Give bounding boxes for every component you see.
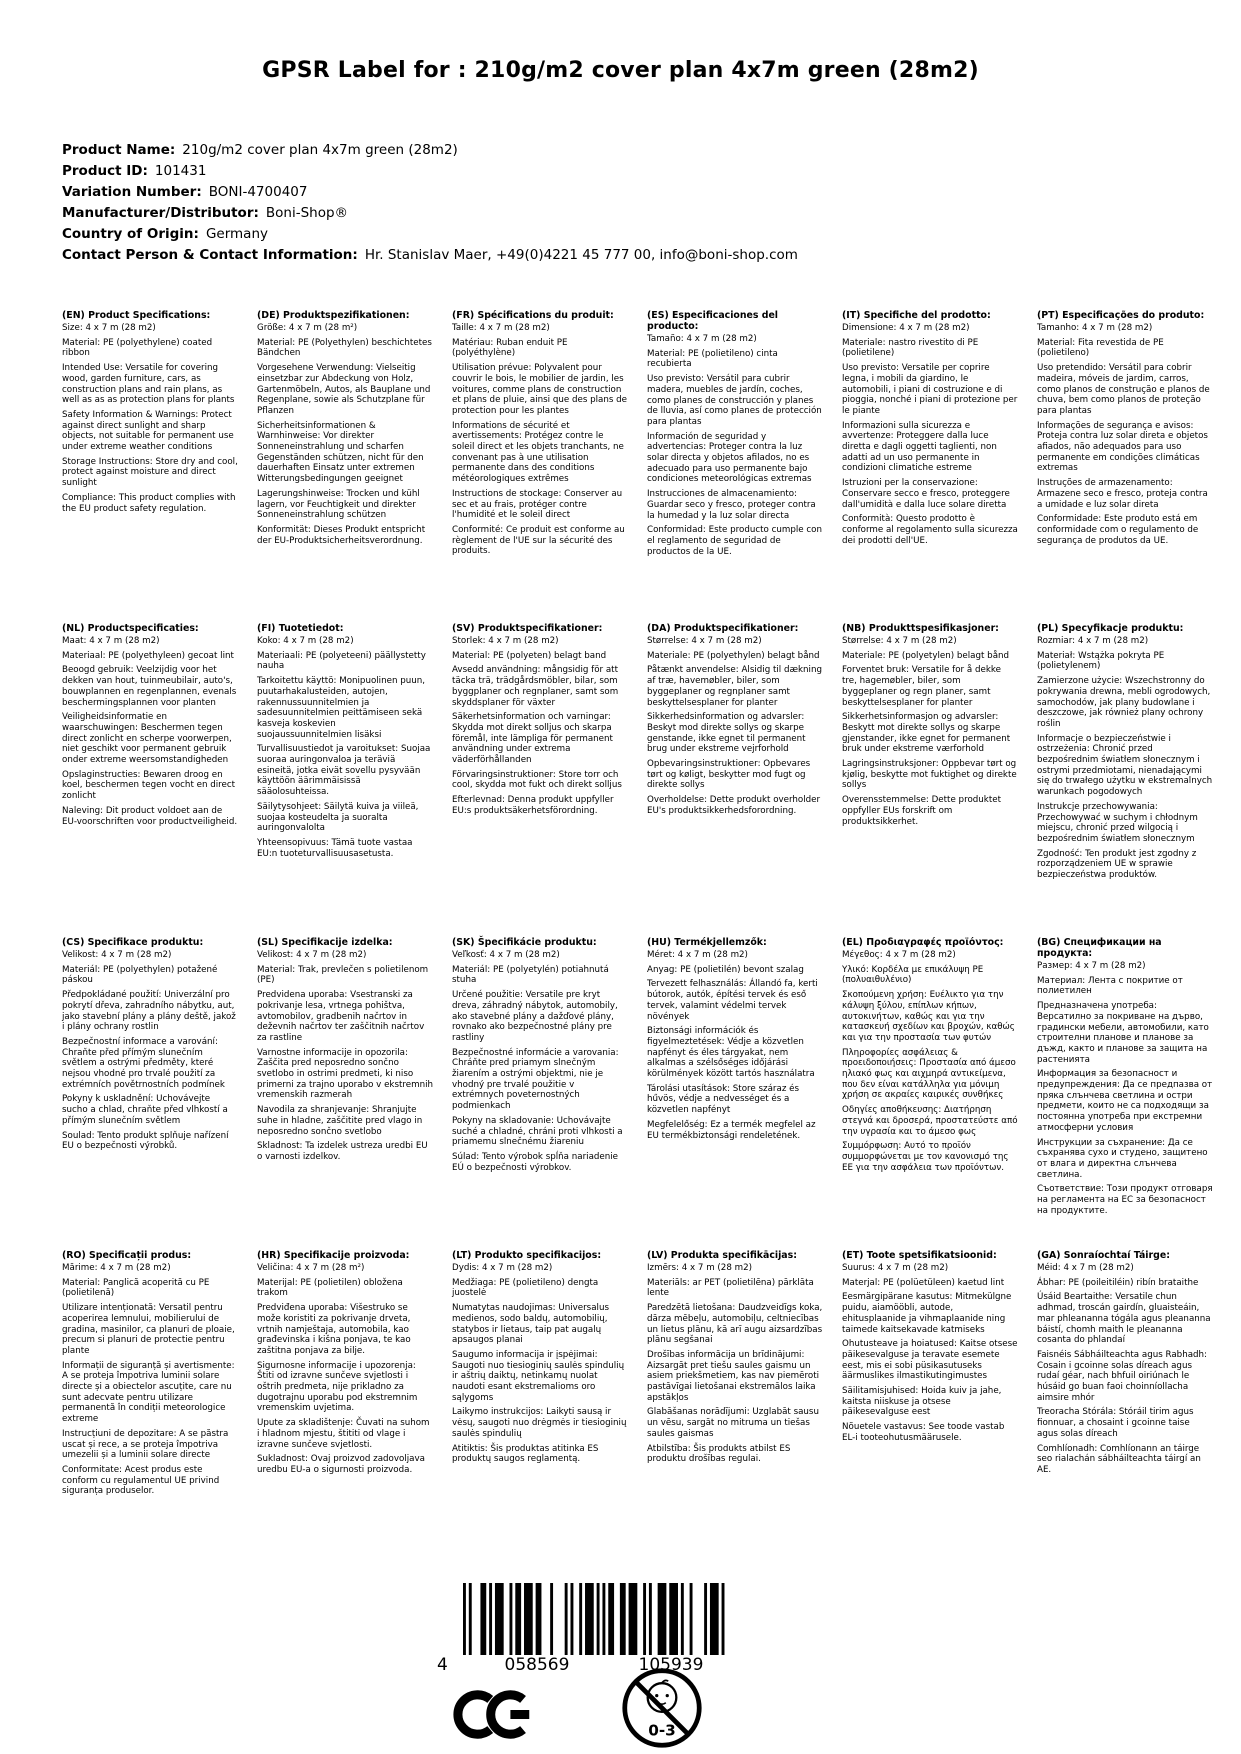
age-warning-0-3-icon	[620, 1666, 704, 1750]
spec-paragraph: Materiaal: PE (polyethyleen) gecoat lint	[62, 650, 234, 661]
barcode-digit-group-mid: 058569	[504, 1655, 570, 1675]
spec-paragraph: Størrelse: 4 x 7 m (28 m2)	[647, 636, 762, 646]
spec-paragraph: Sikkerhetsinformasjon og advarsler: Beskytt mot direkte sollys og skarpe gjenstander, ikke egnet for permanent bruk under ekstreme værforhold	[842, 712, 1011, 755]
product-info-value: 210g/m2 cover plan 4x7m green (28m2)	[182, 142, 458, 158]
spec-paragraph: Размер: 4 x 7 m (28 m2)	[1037, 961, 1146, 971]
product-info-label: Product Name:	[62, 142, 176, 158]
spec-paragraph: Istruzioni per la conservazione: Conservare secco e fresco, proteggere dall'umidità e dalla luce solare diretta	[842, 478, 1010, 510]
spec-paragraph: Atbilstība: Šis produkts atbilst ES produktu drošības regulai.	[647, 1443, 791, 1465]
spec-paragraph: Instructions de stockage: Conserver au sec et au frais, protéger contre l'humidité et le soleil direct	[452, 488, 623, 521]
language-block-header: (GA) Sonraíochtaí Táirge:	[1037, 1250, 1170, 1261]
spec-paragraph: Izmērs: 4 x 7 m (28 m2)	[647, 1263, 753, 1273]
spec-paragraph: Matériau: Ruban enduit PE (polyéthylène)	[452, 337, 568, 359]
spec-paragraph: Rozmiar: 4 x 7 m (28 m2)	[1037, 636, 1149, 646]
spec-paragraph: Συμμόρφωση: Αυτό το προϊόν συμμορφώνεται με τον κανονισμό της ΕΕ για την ασφάλεια των προϊόντων.	[842, 1141, 1009, 1173]
language-block-header: (SK) Špecifikácie produktu:	[452, 937, 597, 948]
spec-paragraph: Dydis: 4 x 7 m (28 m2)	[452, 1263, 553, 1273]
spec-paragraph: Informations de sécurité et avertissements: Protégez contre le soleil direct et les objets tranchants, ne convenant pas à une utilisation permanente dans des conditions météorologiques extrêmes	[452, 420, 624, 485]
language-block-pl	[1037, 623, 1213, 885]
product-info	[62, 140, 798, 266]
spec-paragraph: Velikost: 4 x 7 m (28 m2)	[62, 950, 172, 960]
spec-paragraph: Upute za skladištenje: Čuvati na suhom i hladnom mjestu, štititi od vlage i izravne sunčeve svjetlosti.	[257, 1418, 430, 1450]
spec-paragraph: Materiale: nastro rivestito di PE (polietilene)	[842, 337, 979, 359]
product-info-label: Contact Person & Contact Information:	[62, 247, 358, 263]
product-info-line	[62, 140, 798, 161]
spec-paragraph: Nõuetele vastavus: See toode vastab EL-i tooteohutusmäärusele.	[842, 1422, 1005, 1443]
spec-paragraph: Taille: 4 x 7 m (28 m2)	[452, 323, 550, 333]
spec-paragraph: Předpokládané použití: Univerzální pro pokrytí dřeva, zahradního nábytku, aut, jako stavební plány a plány deště, jakož i plány ochrany rostlin	[62, 990, 236, 1033]
spec-paragraph: Materjal: PE (polüetüleen) kaetud lint	[842, 1277, 1005, 1288]
language-block-header: (HU) Termékjellemzők:	[647, 937, 767, 948]
language-block-header: (SL) Specifikacije izdelka:	[257, 937, 393, 948]
spec-paragraph: Οδηγίες αποθήκευσης: Διατήρηση στεγνά και δροσερά, προστατεύστε από την υγρασία και το άμεσο φως	[842, 1105, 1018, 1137]
language-block-ga	[1037, 1250, 1213, 1480]
language-block-sl	[257, 937, 433, 1167]
spec-paragraph: Mărime: 4 x 7 m (28 m2)	[62, 1263, 171, 1273]
language-block-header: (PL) Specyfikacje produktu:	[1037, 623, 1184, 634]
spec-paragraph: Materiál: PE (polyethylen) potažené páskou	[62, 964, 218, 986]
spec-paragraph: Størrelse: 4 x 7 m (28 m2)	[842, 636, 957, 646]
spec-paragraph: Storage Instructions: Store dry and cool, protect against moisture and direct sunlight	[62, 456, 238, 489]
spec-paragraph: Glabāšanas norādījumi: Uzglabāt sausu un vēsu, sargāt no mitruma un tiešas saules gaismas	[647, 1407, 819, 1439]
spec-paragraph: Pokyny na skladovanie: Uchovávajte suché a chladné, chráni proti vlhkosti a priamemu slnečnému žiareniu	[452, 1115, 623, 1148]
spec-paragraph: Информация за безопасност и предупреждения: Да се предпазва от пряка слънчева светлина и остри предмети, които не са подходящи за постоянна употреба при екстремни атмосферни условия	[1037, 1069, 1213, 1133]
spec-paragraph: Instrucțiuni de depozitare: A se păstra uscat și rece, a se proteja împotriva umezelii și a luminii solare directe	[62, 1428, 229, 1461]
spec-paragraph: Efterlevnad: Denna produkt uppfyller EU:s produktsäkerhetsförordning.	[452, 795, 614, 816]
language-block-lt	[452, 1250, 628, 1469]
spec-paragraph: Förvaringsinstruktioner: Store torr och cool, skydda mot fukt och direkt solljus	[452, 769, 622, 791]
spec-paragraph: Uso previsto: Versátil para cubrir madera, muebles de jardín, coches, como planes de construcción y planes de lluvia, así como planes de protección para plantas	[647, 374, 822, 427]
product-info-value: Hr. Stanislav Maer, +49(0)4221 45 777 00, info@boni-shop.com	[364, 247, 798, 263]
spec-paragraph: Overensstemmelse: Dette produktet oppfyller EUs forskrift om produktsikkerhet.	[842, 795, 1001, 827]
spec-paragraph: Σκοπούμενη χρήση: Ευέλικτο για την κάλυψη ξύλου, επίπλων κήπων, αυτοκινήτων, καθώς και για την κατασκευή σχεδίων και βροχών, καθώς και για την προστασία των φυτών	[842, 990, 1015, 1043]
language-block-nb	[842, 623, 1018, 831]
spec-paragraph: Sikkerhedsinformation og advarsler: Beskyt mod direkte sollys og skarpe genstande, ikke egnet til permanent brug under ekstreme vejrforhold	[647, 712, 806, 755]
spec-paragraph: Instrukcje przechowywania: Przechowywać w suchym i chłodnym miejscu, chronić przed wilgocią i bezpośrednim światłem słonecznym	[1037, 801, 1198, 844]
spec-paragraph: Navodila za shranjevanje: Shranjujte suhe in hladne, zaščitite pred vlago in neposredno sončno svetlobo	[257, 1105, 423, 1137]
spec-paragraph: Opslaginstructies: Bewaren droog en koel, beschermen tegen vocht en direct zonlicht	[62, 769, 236, 802]
spec-paragraph: Intended Use: Versatile for covering wood, garden furniture, cars, as construction plans and rain plans, as well as as as protection plans for plants	[62, 363, 235, 406]
spec-paragraph: Uso previsto: Versatile per coprire legna, i mobili da giardino, le automobili, i piani di costruzione e di pioggia, nonché i piani di protezione per le piante	[842, 363, 1018, 416]
spec-paragraph: Veiligheidsinformatie en waarschuwingen: Beschermen tegen direct zonlicht en scherpe voorwerpen, niet geschikt voor permanent gebruik onder extreme weersomstandigheden	[62, 712, 232, 766]
spec-paragraph: Material: PE (polietileno) cinta recubierta	[647, 348, 778, 370]
spec-paragraph: Conformité: Ce produit est conforme au règlement de l'UE sur la sécurité des produits.	[452, 524, 625, 557]
spec-paragraph: Säilytysohjeet: Säilytä kuiva ja viileä, suojaa kosteudelta ja suoralta auringonvalolta	[257, 801, 419, 834]
language-block-it	[842, 310, 1018, 550]
language-block-header: (NL) Productspecificaties:	[62, 623, 199, 634]
spec-paragraph: Medžiaga: PE (polietileno) dengta juostelė	[452, 1277, 599, 1299]
language-block-header: (DE) Produktspezifikationen:	[257, 310, 410, 321]
spec-paragraph: Saugumo informacija ir įspėjimai: Saugoti nuo tiesioginių saulės spindulių ir aštrių daiktų, netinkamų nuolat naudoti esant ekstremalioms oro sąlygoms	[452, 1349, 625, 1403]
spec-paragraph: Yhteensopivuus: Tämä tuote vastaa EU:n tuoteturvallisuusasetusta.	[257, 837, 413, 859]
language-block-da	[647, 623, 823, 821]
spec-paragraph: Informacje o bezpieczeństwie i ostrzeżenia: Chronić przed bezpośrednim światłem słonecznym i ostrymi przedmiotami, nienadającymi się do trwałego użytku w ekstremalnych warunkach pogodowych	[1037, 733, 1213, 798]
spec-paragraph: Opbevaringsinstruktioner: Opbevares tørt og køligt, beskytter mod fugt og direkte sollys	[647, 759, 811, 791]
spec-paragraph: Съответствие: Този продукт отговаря на регламента на ЕС за безопасност на продуктите.	[1037, 1184, 1213, 1216]
spec-paragraph: Úsáid Beartaithe: Versatile chun adhmad, troscán gairdín, gluaisteáin, mar phleananna tógála agus pleananna báistí, chomh maith le pleananna cosanta do phlandaí	[1037, 1292, 1211, 1346]
spec-paragraph: Suurus: 4 x 7 m (28 m2)	[842, 1263, 949, 1273]
language-block-el	[842, 937, 1018, 1177]
language-block-sk	[452, 937, 628, 1177]
language-block-header: (CS) Specifikace produktu:	[62, 937, 204, 948]
spec-paragraph: Predvidena uporaba: Vsestranski za pokrivanje lesa, vrtnega pohištva, avtomobilov, gradbenih načrtov in deževnih načrtov ter zaščitnih načrtov za rastline	[257, 990, 425, 1043]
product-info-value: Germany	[205, 226, 268, 242]
barcode-digit-group-right: 105939	[638, 1655, 704, 1675]
spec-paragraph: Atitiktis: Šis produktas atitinka ES produktų saugos reglamentą.	[452, 1443, 599, 1465]
spec-paragraph: Πληροφορίες ασφάλειας & προειδοποιήσεις: Προστασία από άμεσο ηλιακό φως και αιχμηρά αντικείμενα, που δεν είναι κατάλληλα για μόνιμη χρήση σε ακραίες καιρικές συνθήκες	[842, 1047, 1016, 1101]
spec-paragraph: Lagringsinstruksjoner: Oppbevar tørt og kjølig, beskytte mot fuktighet og direkte sollys	[842, 759, 1017, 791]
language-block-header: (NB) Produkttspesifikasjoner:	[842, 623, 999, 634]
language-block-fi	[257, 623, 433, 863]
spec-paragraph: Ohutusteave ja hoiatused: Kaitse otsese päikesevalguse ja teravate esemete eest, mis ei sobi püsikasutuseks äärmuslikes ilmastikutingimustes	[842, 1339, 1018, 1382]
spec-paragraph: Dimensione: 4 x 7 m (28 m2)	[842, 323, 970, 333]
spec-paragraph: Treoracha Stórála: Stóráil tirim agus fionnuar, a chosaint i gcoinne taise agus solas díreach	[1037, 1407, 1194, 1439]
language-block-hu	[647, 937, 823, 1145]
language-block-header: (ES) Especificaciones del producto:	[647, 310, 779, 332]
spec-paragraph: Material: Panglică acoperită cu PE (polietilenă)	[62, 1277, 210, 1299]
language-block-header: (EN) Product Specifications:	[62, 310, 211, 321]
product-info-label: Variation Number:	[62, 184, 202, 200]
language-block-fr	[452, 310, 628, 561]
spec-paragraph: Säilitamisjuhised: Hoida kuiv ja jahe, kaitsta niiskuse ja otsese päikesevalguse eest	[842, 1386, 1002, 1418]
spec-paragraph: Comhlíonadh: Comhlíonann an táirge seo rialachán sábháilteachta táirgí an AE.	[1037, 1443, 1201, 1475]
language-block-nl	[62, 623, 238, 831]
spec-paragraph: Material: PE (polyethylene) coated ribbon	[62, 337, 213, 359]
spec-paragraph: Overholdelse: Dette produkt overholder EU's produktsikkerhedsforordning.	[647, 795, 821, 816]
product-info-line	[62, 245, 798, 266]
spec-paragraph: Conformidade: Este produto está em conformidade com o regulamento de segurança de produtos da UE.	[1037, 514, 1199, 546]
spec-paragraph: Tervezett felhasználás: Állandó fa, kerti bútorok, autók, építési tervek és eső tervek, valamint védelmi tervek növények	[647, 979, 818, 1022]
spec-paragraph: Zamierzone użycie: Wszechstronny do pokrywania drewna, mebli ogrodowych, samochodów, jak plany budowlane i deszczowe, jak również plany ochrony roślin	[1037, 676, 1211, 729]
spec-paragraph: Tárolási utasítások: Store száraz és hűvös, védje a nedvességet és a közvetlen napfényt	[647, 1083, 800, 1116]
spec-paragraph: Informazioni sulla sicurezza e avvertenze: Proteggere dalla luce diretta e dagli oggetti taglienti, non adatti ad un uso permanente in condizioni climatiche estreme	[842, 420, 997, 474]
spec-paragraph: Säkerhetsinformation och varningar: Skydda mot direkt solljus och skarpa föremål, inte lämpliga för permanent användning under extrema väderförhållanden	[452, 712, 613, 766]
language-block-pt	[1037, 310, 1213, 550]
spec-paragraph: Varnostne informacije in opozorila: Zaščita pred neposredno sončno svetlobo in ostrimi predmeti, ki niso primerni za trajno uporabo v ekstremnih vremenskih razmerah	[257, 1047, 433, 1101]
spec-paragraph: Tamaño: 4 x 7 m (28 m2)	[647, 334, 757, 344]
spec-paragraph: Material: PE (polyeten) belagt band	[452, 650, 607, 661]
language-block-header: (HR) Specifikacije proizvoda:	[257, 1250, 410, 1261]
language-block-en	[62, 310, 238, 518]
language-block-header: (IT) Specifiche del prodotto:	[842, 310, 991, 321]
language-block-header: (BG) Спецификации на продукта:	[1037, 937, 1162, 959]
spec-paragraph: Zgodność: Ten produkt jest zgodny z rozporządzeniem UE w sprawie bezpieczeństwa produktów.	[1037, 848, 1197, 881]
spec-paragraph: Sigurnosne informacije i upozorenja: Štiti od izravne sunčeve svjetlosti i oštrih predmeta, nije prikladno za dugotrajnu uporabu pod ekstremnim vremenskim uvjetima.	[257, 1360, 418, 1414]
product-info-value: BONI-4700407	[208, 184, 308, 200]
spec-paragraph: Soulad: Tento produkt splňuje nařízení EU o bezpečnosti výrobků.	[62, 1130, 229, 1152]
language-block-es	[647, 310, 823, 561]
spec-paragraph: Материал: Лента с покритие от полиетилен	[1037, 975, 1183, 997]
product-info-label: Manufacturer/Distributor:	[62, 205, 259, 221]
language-block-header: (ET) Toote spetsifikatsioonid:	[842, 1250, 997, 1261]
language-block-header: (LV) Produkta specifikācijas:	[647, 1250, 797, 1261]
spec-paragraph: Megfelelőség: Ez a termék megfelel az EU termékbiztonsági rendeletének.	[647, 1119, 816, 1141]
spec-paragraph: Biztonsági információk és figyelmeztetések: Védje a közvetlen napfényt és éles tárgyakat, nem alkalmas a szélsőséges időjárási körülmények között tartós használatra	[647, 1026, 815, 1080]
product-info-value: Boni-Shop®	[265, 205, 349, 221]
spec-paragraph: Compliance: This product complies with the EU product safety regulation.	[62, 492, 236, 514]
spec-paragraph: Pokyny k uskladnění: Uchovávejte sucho a chlad, chraňte před vlhkostí a přímým slunečním světlem	[62, 1094, 228, 1126]
spec-paragraph: Μέγεθος: 4 x 7 m (28 m2)	[842, 950, 956, 960]
spec-paragraph: Material: Fita revestida de PE (polietileno)	[1037, 337, 1164, 359]
language-block-et	[842, 1250, 1018, 1448]
spec-paragraph: Anyag: PE (polietilén) bevont szalag	[647, 964, 804, 975]
barcode-bars-icon	[463, 1583, 739, 1655]
spec-paragraph: Größe: 4 x 7 m (28 m²)	[257, 323, 358, 333]
spec-paragraph: Forventet bruk: Versatile for å dekke tre, hagemøbler, biler, som byggeplaner og regn planer, samt beskyttelsesplaner for planter	[842, 665, 1001, 708]
language-block-header: (SV) Produktspecifikationer:	[452, 623, 603, 634]
spec-paragraph: Materiál: PE (polyetylén) potiahnutá stuha	[452, 964, 609, 986]
product-info-line	[62, 203, 798, 224]
spec-paragraph: Informații de siguranță și avertismente: A se proteja împotriva luminii solare directe și a obiectelor ascuțite, care nu sunt adecvate pentru utilizare permanentă în condiții meteorologice extreme	[62, 1360, 235, 1425]
language-block-header: (PT) Especificações do produto:	[1037, 310, 1205, 321]
spec-paragraph: Méret: 4 x 7 m (28 m2)	[647, 950, 748, 960]
spec-paragraph: Velikost: 4 x 7 m (28 m2)	[257, 950, 367, 960]
spec-paragraph: Konformität: Dieses Produkt entspricht der EU-Produktsicherheitsverordnung.	[257, 524, 426, 546]
ce-mark-icon	[453, 1688, 535, 1741]
language-block-header: (EL) Προδιαγραφές προϊόντος:	[842, 937, 1004, 948]
language-block-bg	[1037, 937, 1213, 1220]
spec-paragraph: Utilizare intenționată: Versatil pentru acoperirea lemnului, mobilierului de gradina, masinilor, ca planuri de ploaie, precum si planuri de protectie pentru plante	[62, 1303, 235, 1356]
spec-paragraph: Υλικό: Κορδέλα με επικάλυψη PE (πολυαιθυλένιο)	[842, 964, 984, 986]
spec-paragraph: Lagerungshinweise: Trocken und kühl lagern, vor Feuchtigkeit und direkter Sonneneinstrahlung schützen	[257, 488, 420, 521]
product-info-label: Country of Origin:	[62, 226, 199, 242]
spec-paragraph: Súlad: Tento výrobok spĺňa nariadenie EÚ o bezpečnosti výrobkov.	[452, 1151, 619, 1173]
spec-paragraph: Sukladnost: Ovaj proizvod zadovoljava uredbu EU-a o sigurnosti proizvoda.	[257, 1454, 425, 1475]
spec-paragraph: Material: Trak, prevlečen s polietilenom (PE)	[257, 964, 429, 986]
age-warning-text: 0-3	[648, 1721, 676, 1740]
spec-paragraph: Predviđena uporaba: Višestruko se može koristiti za pokrivanje drveta, vrtnih namještaja, automobila, kao građevinska i kišna ponjava, te kao zaštitna ponjava za bilje.	[257, 1303, 411, 1356]
spec-paragraph: Instruções de armazenamento: Armazene seco e fresco, proteja contra a umidade e luz solar direta	[1037, 478, 1208, 510]
language-block-header: (LT) Produkto specifikacijos:	[452, 1250, 602, 1261]
spec-paragraph: Tarkoitettu käyttö: Monipuolinen puun, puutarhakalusteiden, autojen, rakennussuunnitelmien ja sadesuunnitelmien peittämiseen sekä kasveja koskevien suojaussuunnitelmien lisäksi	[257, 676, 426, 740]
spec-paragraph: Materijal: PE (polietilen) obložena trakom	[257, 1277, 403, 1299]
spec-paragraph: Información de seguridad y advertencias: Proteger contra la luz solar directa y objetos afilados, no es adecuado para uso permanente bajo condiciones meteorológicas extremas	[647, 431, 812, 485]
spec-paragraph: Veličina: 4 x 7 m (28 m²)	[257, 1263, 365, 1273]
spec-paragraph: Paredzētā lietošana: Daudzveidīgs koka, dārza mēbeļu, automobiļu, celtniecības un lietus plānu, kā arī augu aizsardzības plānu segšanai	[647, 1303, 823, 1346]
spec-paragraph: Naleving: Dit product voldoet aan de EU-voorschriften voor productveiligheid.	[62, 805, 238, 827]
spec-paragraph: Maat: 4 x 7 m (28 m2)	[62, 636, 160, 646]
spec-paragraph: Turvallisuustiedot ja varoitukset: Suojaa suoraa auringonvaloa ja teräviä esineitä, jotka eivät sovellu pysyvään käyttöön äärimmäisissä sääolosuhteissa.	[257, 744, 431, 798]
spec-paragraph: Beoogd gebruik: Veelzijdig voor het dekken van hout, tuinmeubilair, auto's, bouwplannen en regenplannen, evenals beschermingsplannen voor planten	[62, 665, 237, 708]
spec-paragraph: Storlek: 4 x 7 m (28 m2)	[452, 636, 559, 646]
spec-paragraph: Laikymo instrukcijos: Laikyti sausą ir vėsų, saugoti nuo drėgmės ir tiesioginių saulės spindulių	[452, 1407, 627, 1439]
spec-paragraph: Size: 4 x 7 m (28 m2)	[62, 323, 156, 333]
spec-paragraph: Avsedd användning: mångsidig för att täcka trä, trädgårdsmöbler, bilar, som byggplaner och regnplaner, samt som skyddsplaner för växter	[452, 665, 619, 708]
spec-paragraph: Eesmärgipärane kasutus: Mitmekülgne puidu, aiamööbli, autode, ehitusplaanide ja vihmaplaanide ning taimede kaitsekavade katmiseks	[842, 1292, 1012, 1335]
spec-paragraph: Drošības informācija un brīdinājumi: Aizsargāt pret tiešu saules gaismu un asiem priekšmetiem, kas nav piemēroti pastāvīgai lietošanai ekstremālos laika apstākļos	[647, 1349, 820, 1403]
language-block-header: (DA) Produktspecifikationer:	[647, 623, 799, 634]
product-info-value: 101431	[154, 163, 207, 179]
spec-paragraph: Tamanho: 4 x 7 m (28 m2)	[1037, 323, 1153, 333]
spec-paragraph: Veľkosť: 4 x 7 m (28 m2)	[452, 950, 560, 960]
spec-paragraph: Material: PE (Polyethylen) beschichtetes Bändchen	[257, 337, 432, 359]
language-block-header: (FR) Spécifications du produit:	[452, 310, 614, 321]
language-block-hr	[257, 1250, 433, 1480]
spec-paragraph: Uso pretendido: Versátil para cobrir madeira, móveis de jardim, carros, como planos de construção e planos de chuva, bem como planos de proteção para plantas	[1037, 363, 1210, 416]
spec-paragraph: Påtænkt anvendelse: Alsidig til dækning af træ, havemøbler, biler, som byggeplaner og regnplaner samt beskyttelsesplaner for planter	[647, 665, 822, 708]
product-info-line	[62, 224, 798, 245]
spec-paragraph: Инструкции за съхранение: Да се съхранява сухо и студено, защитено от влага и директна слънчева светлина.	[1037, 1137, 1208, 1180]
spec-paragraph: Informações de segurança e avisos: Proteja contra luz solar direta e objetos afiados, não adequados para uso permanente em condições climáticas extremas	[1037, 420, 1208, 474]
product-info-line	[62, 182, 798, 203]
language-block-ro	[62, 1250, 238, 1501]
spec-paragraph: Určené použitie: Versatile pre kryt dreva, záhradný nábytok, automobily, ako stavebné plány a dažďové plány, rovnako ako bezpečnostné plány pre rastliny	[452, 990, 618, 1043]
spec-paragraph: Conformidad: Este producto cumple con el reglamento de seguridad de productos de la UE.	[647, 525, 822, 557]
spec-paragraph: Skladnost: Ta izdelek ustreza uredbi EU o varnosti izdelkov.	[257, 1141, 428, 1162]
spec-paragraph: Sicherheitsinformationen & Warnhinweise: Vor direkter Sonneneinstrahlung und scharfen Gegenständen schützen, nicht für den dauerhaften Einsatz unter extremen Witterungsbedingungen geeignet	[257, 420, 424, 485]
language-block-header: (FI) Tuotetiedot:	[257, 623, 344, 634]
product-info-line	[62, 161, 798, 182]
language-block-sv	[452, 623, 628, 821]
barcode-digit-group-left: 4	[437, 1655, 448, 1675]
spec-paragraph: Materiāls: ar PET (polietilēna) pārklāta lente	[647, 1277, 814, 1299]
spec-paragraph: Conformitate: Acest produs este conform cu regulamentul UE privind siguranța produselor.	[62, 1464, 220, 1497]
spec-paragraph: Materiaali: PE (polyeteeni) päällystetty nauha	[257, 650, 426, 672]
spec-paragraph: Bezpečnostné informácie a varovania: Chráňte pred priamym slnečným žiarením a ostrými objektmi, nie je vhodný pre trvalé použitie v extrémnych poveternostných podmienkach	[452, 1047, 619, 1112]
spec-paragraph: Materiał: Wstążka pokryta PE (polietylenem)	[1037, 650, 1165, 672]
language-block-lv	[647, 1250, 823, 1469]
spec-paragraph: Vorgesehene Verwendung: Vielseitig einsetzbar zur Abdeckung von Holz, Gartenmöbeln, Autos, als Bauplane und Regenplane, sowie als Schutzplane für Pflanzen	[257, 363, 431, 416]
spec-paragraph: Numatytas naudojimas: Universalus medienos, sodo baldų, automobilių, statybos ir lietaus, taip pat augalų apsaugos planai	[452, 1303, 609, 1346]
language-block-cs	[62, 937, 238, 1156]
spec-paragraph: Предназначена употреба: Версатилно за покриване на дърво, градински мебели, автомобили, като строителни планове и планове за дъжд, както и планове за защита на растенията	[1037, 1001, 1209, 1065]
spec-paragraph: Conformità: Questo prodotto è conforme al regolamento sulla sicurezza dei prodotti dell'UE.	[842, 514, 1018, 546]
spec-paragraph: Ábhar: PE (poileitiléin) ribín brataithe	[1037, 1277, 1199, 1288]
page-title: GPSR Label for : 210g/m2 cover plan 4x7m green (28m2)	[262, 58, 979, 83]
spec-paragraph: Koko: 4 x 7 m (28 m2)	[257, 636, 354, 646]
spec-paragraph: Méid: 4 x 7 m (28 m2)	[1037, 1263, 1134, 1273]
spec-paragraph: Utilisation prévue: Polyvalent pour couvrir le bois, le mobilier de jardin, les voitures, comme plans de construction et plans de pluie, ainsi que des plans de protection pour les plantes	[452, 363, 628, 416]
product-info-label: Product ID:	[62, 163, 148, 179]
language-block-de	[257, 310, 433, 550]
spec-paragraph: Bezpečnostní informace a varování: Chraňte před přímým slunečním světlem a ostrými předměty, které nejsou vhodné pro trvalé použití za extrémních povětrnostních podmínek	[62, 1036, 225, 1090]
spec-paragraph: Materiale: PE (polyethylen) belagt bånd	[647, 650, 820, 661]
spec-paragraph: Safety Information & Warnings: Protect against direct sunlight and sharp objects, not suitable for permanent use under extreme weather conditions	[62, 409, 234, 453]
language-block-header: (RO) Specificații produs:	[62, 1250, 192, 1261]
spec-paragraph: Faisnéis Sábháilteachta agus Rabhadh: Cosain i gcoinne solas díreach agus rudaí géar, nach bhfuil oiriúnach le húsáid go buan faoi choinníollacha aimsire mhór	[1037, 1349, 1207, 1403]
spec-paragraph: Materiale: PE (polyetylen) belagt bånd	[842, 650, 1010, 661]
spec-paragraph: Instrucciones de almacenamiento: Guardar seco y fresco, proteger contra la humedad y la luz solar directa	[647, 489, 816, 521]
